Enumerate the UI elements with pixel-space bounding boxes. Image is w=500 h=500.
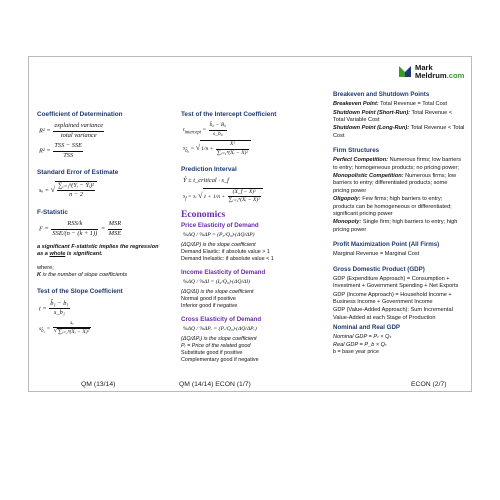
fstat-formula: F = $\frac{\text{RSS/k}}{\text{SSE/(n − (k + 1))}}$ = $\frac{\text{MSR}}{\text{MSE}}$: [39, 220, 122, 237]
flashcard-sheet: [28, 56, 472, 392]
ied-formula: %ΔQ / %ΔI = (I₀/Q₀)·(ΔQ/ΔI): [183, 279, 250, 286]
ped-inelastic-note: Demand Inelastic: if absolute value < 1: [181, 256, 274, 263]
intercept-test-title: Test of the Intercept Coefficient: [181, 111, 277, 118]
fstat-title: F-Statistic: [37, 208, 68, 216]
mark-meldrum-logo: [398, 60, 470, 86]
perfect-competition: Perfect Competition: Numerous firms; low barriers to entry; homogeneous products; no pricing power;: [333, 157, 462, 171]
profit-max-text: Marginal Revenue = Marginal Cost: [333, 251, 420, 258]
column-quant-methods: [37, 63, 165, 339]
ced-complement-note: Complementary good if negative: [181, 357, 259, 364]
ped-formula: %ΔQ / %ΔP = (P₀/Q₀)·(ΔQ/ΔP): [183, 232, 255, 239]
sf-formula: $s_f = s_e$ √1 + 1/n + $\frac{\text{(X\_f − X̄)²}}{\text{∑ᵢ₌₁ⁿ(Xᵢ − X̄)²}}$: [183, 188, 317, 205]
breakeven-point: Breakeven Point: Total Revenue = Total Cost: [333, 101, 448, 108]
sb1-formula: $s_{b̂_1}$ = $\frac{\text{sₑ}}{\text{√∑ᵢ₌₁ⁿ(Xᵢ − X̄)²}}$: [39, 319, 90, 336]
monopolistic-competition: Monopolistic Competition: Numerous firms; low barriers to entry; differentiated products; some pricing power: [333, 173, 457, 194]
where-k: K is the number of slope coefficients: [37, 272, 128, 279]
sb0-formula: $s_{b̂_0} = √1/n$ + $\frac{\text{X̄²}}{\text{∑ᵢ₌₁ⁿ(Xᵢ − X̄)²}}$: [183, 140, 317, 157]
breakeven-title: Breakeven and Shutdown Points: [333, 91, 430, 98]
footer-left: QM (13/14): [81, 381, 116, 388]
ied-inferior-note: Inferior good if negative: [181, 303, 238, 310]
r2-formula-b: R² = $\frac{\text{TSS − SSE}}{\text{TSS}}$: [39, 142, 83, 159]
logo-text-line1: Mark: [415, 63, 433, 72]
economics-heading: Economics: [181, 208, 226, 220]
footer-middle: QM (14/14) ECON (1/7): [179, 381, 251, 388]
logo-text-line2: Meldrum.com: [415, 71, 465, 80]
coef-det-title: Coefficient of Determination: [37, 111, 123, 118]
profit-max-title: Profit Maximization Point (All Firms): [333, 241, 440, 248]
ced-formula: %ΔQ / %ΔPᵣ = (Pᵣ/Q₀)·(ΔQ/ΔPᵣ): [183, 326, 257, 333]
ped-elastic-note: Demand Elastic: if absolute value > 1: [181, 248, 270, 255]
real-gdp: Real GDP = P_b × Qₜ: [333, 341, 387, 348]
column-econ-2: [333, 63, 465, 356]
r2-formula-a: R² = $\frac{\text{explained variance}}{\text{total variance}}$: [39, 122, 104, 139]
t-intercept-formula: $t_{intercept}$ = $\frac{\text{b̂₀ − B₀}}{\text{s\_b̂₀}}$: [183, 122, 227, 137]
nominal-gdp: Nominal GDP = Pₜ × Qₜ: [333, 334, 392, 341]
oligopoly: Oligopoly: Few firms; high barriers to entry; products can be homogeneous or differentiated; significant pricing power: [333, 196, 452, 217]
ped-title: Price Elasticity of Demand: [181, 222, 259, 230]
ied-normal-note: Normal good if positive: [181, 295, 236, 302]
base-year-note: b = base year price: [333, 348, 379, 355]
firm-structures-title: Firm Structures: [333, 147, 380, 155]
ied-slope-note: (ΔQ/ΔI) is the slope coefficient: [181, 288, 254, 295]
shutdown-short-run: Shutdown Point (Short-Run): Total Revenue < Total Variable Cost: [333, 109, 453, 123]
logo-m-icon: [398, 64, 412, 78]
monopoly: Monopoly: Single firm; high barriers to entry; high pricing power: [333, 219, 458, 233]
t-formula: t = $\frac{\text{b̂₁ − b₁}}{\text{s\_b̂₁}}$: [39, 299, 69, 317]
where-label: where;: [37, 264, 54, 271]
ced-related-price-note: Pᵣ = Price of the related good: [181, 342, 251, 349]
footer-right: ECON (2/7): [411, 381, 447, 388]
ced-slope-note: (ΔQ/ΔPᵣ) is the slope coefficient: [181, 335, 257, 342]
gdp-expenditure: GDP (Expenditure Approach) = Consumption + Investment + Government Spending + Net Exports: [333, 275, 459, 290]
gdp-value-added: GDP (Value-Added Approach): Sum Incremental Value-Added at each Stage of Production: [333, 307, 453, 321]
ced-substitute-note: Substitute good if positive: [181, 349, 243, 356]
column-econ-1: [181, 63, 317, 364]
fstat-note: a significant F-statistic implies the regression as a whole is significant.: [37, 243, 159, 258]
ped-slope-note: (ΔQ/ΔP) is the slope coefficient: [181, 241, 256, 248]
nominal-real-gdp-title: Nominal and Real GDP: [333, 324, 401, 331]
see-formula: sₑ = √ $\frac{\text{∑ᵢ₌₁ⁿ(Yᵢ − Ŷᵢ)²}}{n - 2}$: [39, 181, 165, 200]
prediction-interval-title: Prediction Interval: [181, 165, 237, 173]
slope-test-title: Test of the Slope Coefficient: [37, 288, 123, 296]
ied-title: Income Elasticity of Demand: [181, 269, 266, 277]
see-title: Standard Error of Estimate: [37, 169, 119, 177]
shutdown-long-run: Shutdown Point (Long-Run): Total Revenue < Total Cost: [333, 125, 465, 139]
gdp-title: Gross Domestic Product (GDP): [333, 265, 425, 273]
ced-title: Cross Elasticity of Demand: [181, 316, 262, 324]
prediction-interval-formula: Ŷ ± t_critical · s_f: [183, 177, 229, 185]
gdp-income: GDP (Income Approach) = Household Income + Business Income + Government Income: [333, 291, 452, 305]
